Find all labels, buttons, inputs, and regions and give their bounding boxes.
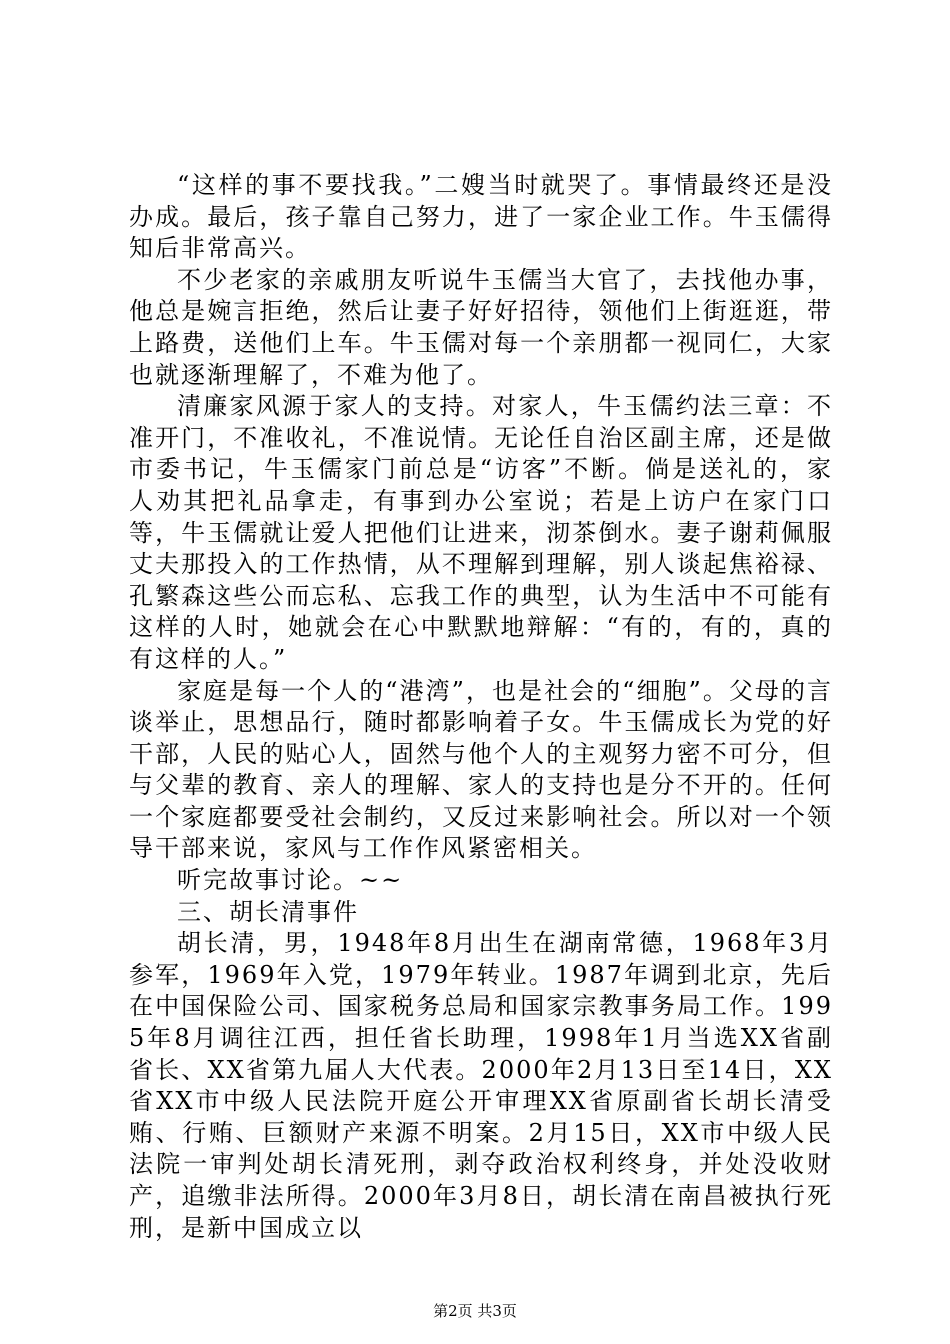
paragraph: 胡长清，男，1948年8月出生在湖南常德，1968年3月参军，1969年入党，1979年转业。1987年调到北京，先后在中国保险公司、国家税务总局和国家宗教事务局工作。1995年8月调往江西，担任省长助理，1998年1月当选XX省副省长、XX省第九届人大代表。2000年2月13日至14日，XX省XX市中级人民法院开庭公开审理XX省原副省长胡长清受贿、行贿、巨额财产来源不明案。2月15日，XX市中级人民法院一审判处胡长清死刑，剥夺政治权利终身，并处没收财产，追缴非法所得。2000年3月8日，胡长清在南昌被执行死刑，是新中国成立以 <box>129 929 833 1242</box>
paragraph: 不少老家的亲戚朋友听说牛玉儒当大官了，去找他办事，他总是婉言拒绝，然后让妻子好好招待，领他们上街逛逛，带上路费，送他们上车。牛玉儒对每一个亲朋都一视同仁，大家也就逐渐理解了，不难为他了。 <box>129 265 833 389</box>
section-heading: 三、胡长清事件 <box>177 897 359 926</box>
paragraph: 清廉家风源于家人的支持。对家人，牛玉儒约法三章：不准开门，不准收礼，不准说情。无论任自治区副主席，还是做市委书记，牛玉儒家门前总是“访客”不断。倘是送礼的，家人劝其把礼品拿走，有事到办公室说；若是上访户在家门口等，牛玉儒就让爱人把他们让进来，沏茶倒水。妻子谢莉佩服丈夫那投入的工作热情，从不理解到理解，别人谈起焦裕禄、孔繁森这些公而忘私、忘我工作的典型，认为生活中不可能有这样的人时，她就会在心中默默地辩解：“有的，有的，真的有这样的人。” <box>129 392 833 673</box>
paragraph: 听完故事讨论。~~ <box>177 866 404 895</box>
paragraph: “这样的事不要找我。”二嫂当时就哭了。事情最终还是没办成。最后，孩子靠自己努力，进了一家企业工作。牛玉儒得知后非常高兴。 <box>129 171 833 263</box>
page-footer: 第2页 共3页 <box>433 1302 517 1320</box>
paragraph: 家庭是每一个人的“港湾”，也是社会的“细胞”。父母的言谈举止，思想品行，随时都影响着子女。牛玉儒成长为党的好干部，人民的贴心人，固然与他个人的主观努力密不可分，但与父辈的教育、亲人的理解、家人的支持也是分不开的。任何一个家庭都要受社会制约，又反过来影响社会。所以对一个领导干部来说，家风与工作作风紧密相关。 <box>129 676 833 863</box>
document-body <box>129 170 833 1244</box>
